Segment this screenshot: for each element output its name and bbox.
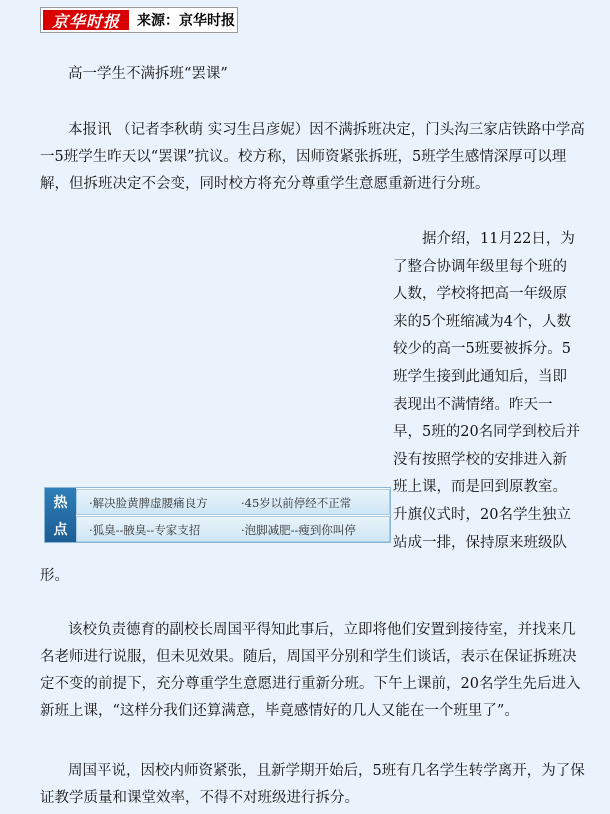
paragraph-line: 较少的高一5班要被拆分。5: [393, 341, 571, 358]
newspaper-logo: 京华时报: [43, 10, 129, 30]
hot-topics-row: [76, 489, 390, 515]
paragraph-line: 据介绍，11月22日，为: [393, 231, 575, 247]
article-title: 高一学生不满拆班“罢课”: [68, 66, 228, 82]
hot-link[interactable]: ·45岁以前停经不正常: [241, 496, 352, 510]
hot-topics-row: [76, 516, 390, 542]
hot-topics-label: [45, 488, 76, 542]
article-paragraph-1: 本报讯 （记者李秋萌 实习生吕彦妮）因不满拆班决定，门头沟三家店铁路中学高一5班学生昨天以“罢课”抗议。校方称，因师资紧张拆班，5班学生感情深厚可以理解，但拆班决定不会变，同时校方将充分尊重学生意愿重新进行分班。: [40, 122, 585, 192]
paragraph-line: 来的5个班缩减为4个，人数: [393, 313, 571, 330]
paragraph-line: 早，5班的20名同学到校后并: [393, 424, 581, 441]
hot-label-bottom: 点: [53, 521, 68, 538]
hot-topics-box: [44, 487, 391, 543]
paragraph-line: 升旗仪式时，20名学生独立: [393, 506, 571, 523]
hot-link[interactable]: ·狐臭--腋臭--专家支招: [89, 523, 201, 537]
article-paragraph-3: 该校负责德育的副校长周国平得知此事后，立即将他们安置到接待室，并找来几名老师进行说服，但未见效果。随后，周国平分别和学生们谈话，表示在保证拆班决定不变的前提下，充分尊重学生意愿进行重新分班。下午上课前，20名学生先后进入新班上课，“这样分我们还算满意，毕竟感情好的几人又能在一个班里了”。: [40, 622, 581, 719]
article-paragraph-2-tail: 形。: [40, 568, 69, 584]
source-label: 来源：京华时报: [137, 13, 235, 29]
hot-link[interactable]: ·解决脸黄脾虚腰痛良方: [89, 496, 208, 510]
paragraph-line: 没有按照学校的安排进入新: [393, 451, 567, 468]
paragraph-line: 班学生接到此通知后，当即: [393, 368, 567, 385]
paragraph-line: 表现出不满情绪。昨天一: [393, 396, 553, 413]
paragraph-line: 站成一排，保持原来班级队: [393, 534, 567, 551]
paragraph-line: 人数，学校将把高一年级原: [393, 286, 567, 303]
source-header: [40, 7, 238, 33]
paragraph-line: 了整合协调年级里每个班的: [393, 258, 567, 275]
hot-label-top: 热: [53, 494, 68, 511]
hot-link[interactable]: ·泡脚减肥--瘦到你叫停: [241, 523, 356, 537]
article-paragraph-2: [393, 226, 581, 557]
paragraph-line: 班上课，而是回到原教室。: [393, 479, 567, 496]
article-paragraph-4: 周国平说，因校内师资紧张，且新学期开始后，5班有几名学生转学离开，为了保证教学质量和课堂效率，不得不对班级进行拆分。: [40, 763, 585, 806]
